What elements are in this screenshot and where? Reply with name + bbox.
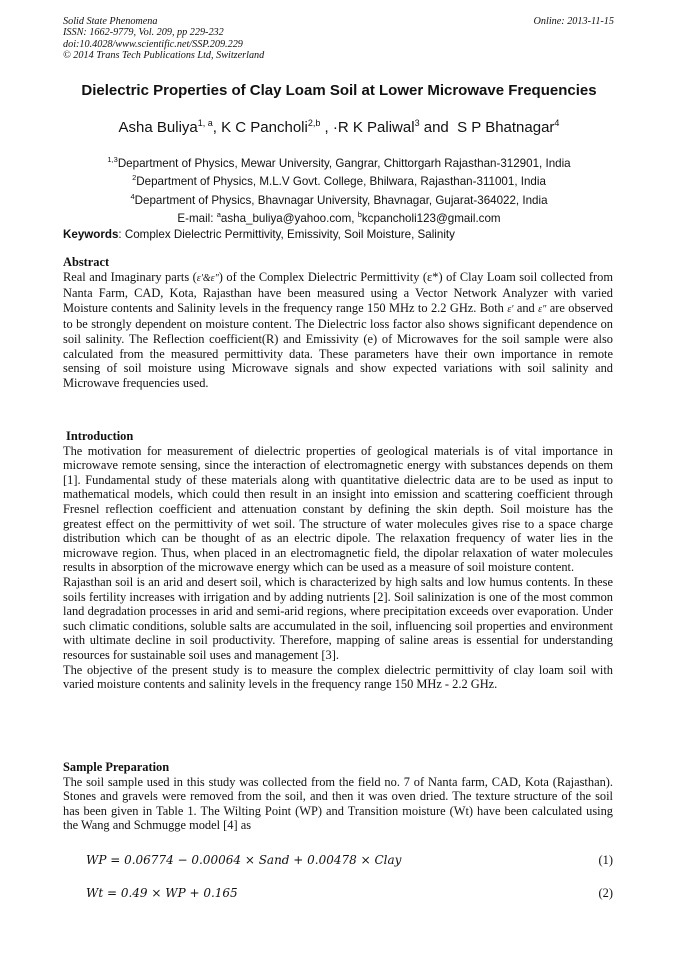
- sample-preparation-section: [63, 760, 613, 833]
- journal-copyright: © 2014 Trans Tech Publications Ltd, Switzerland: [63, 50, 265, 62]
- author-sup: 4: [554, 118, 560, 128]
- sample-preparation-heading: Sample Preparation: [63, 760, 170, 774]
- author-name: R K Paliwal: [337, 119, 415, 136]
- paragraph: The objective of the present study is to measure the complex dielectric permittivity of clay loam soil with varied moisture contents and salinity levels in the frequency range 150 MHz - 2.2 GHz.: [63, 662, 613, 692]
- affiliation-line: $^4$Department of Physics, Bhavnagar University, Bhavnagar, Gujarat-364022, India: [130, 191, 548, 207]
- journal-doi: doi:10.4028/www.scientific.net/SSP.209.229: [63, 38, 243, 50]
- equation: WP = 0.06774 − 0.00064 × Sand + 0.00478 × Clay: [86, 853, 402, 867]
- journal-info: [63, 16, 264, 62]
- author-sup: 1, a: [197, 118, 213, 128]
- journal-issn: ISSN: 1662-9779, Vol. 209, pp 229-232: [63, 27, 224, 39]
- affiliations: [40, 153, 638, 226]
- paper-title: Dielectric Properties of Clay Loam Soil at Lower Microwave Frequencies: [81, 82, 597, 99]
- abstract-heading: Abstract: [63, 255, 110, 269]
- abstract-text: Real and Imaginary parts (ε'&ε") of the Complex Dielectric Permittivity (ε*) of Clay Loam soil collected from Nanta Farm, CAD, Kota, Rajasthan have been measured using a Vector Network Analyzer with varied Moisture contents and Salinity levels in the frequency range 150 MHz to 2.2 GHz. Both ε' and ε" are observed to be strongly dependent on moisture content. The Dielectric loss factor also shows significant dependence on soil salinity. The Reflection coefficient(R) and Emissivity (e) of Microwaves for the soil sample were also calculated from the measured permittivity data. These parameters have their own importance in remote sensing of soil moisture using Microwave signals and show expected variations with soil salinity and Microwave frequencies used.: [63, 269, 613, 390]
- journal-name: Solid State Phenomena: [63, 16, 158, 27]
- email-line: E-mail: $^a$asha_buliya@yahoo.com, $^b$kcpancholi123@gmail.com: [177, 209, 501, 225]
- author-and: and: [423, 119, 449, 136]
- keywords: [63, 228, 455, 241]
- author-name: Asha Buliya: [118, 119, 198, 136]
- paragraph: The soil sample used in this study was collected from the field no. 7 of Nanta farm, CAD, Kota (Rajasthan). Stones and gravels were removed from the soil, and then it was oven dried. The texture structure of the soil has been given in Table 1. The Wilting Point (WP) and Transition moisture (Wt) have been calculated using the Wang and Schmugge model [4] as: [63, 774, 613, 833]
- abstract-section: [63, 255, 613, 390]
- author-list: Asha Buliya$^{1, a}$, K C Pancholi$^{2,b}$ , ·R K Paliwal$^3$ and S P Bhatnagar$^4$: [118, 118, 560, 136]
- introduction-section: [63, 429, 613, 692]
- online-date: Online: 2013-11-15: [533, 16, 614, 27]
- author-sup: 3: [414, 118, 420, 128]
- affiliation-line: $^2$Department of Physics, M.L.V Govt. College, Bhilwara, Rajasthan-311001, India: [132, 173, 546, 189]
- paragraph: The motivation for measurement of dielectric properties of geological materials is of vital importance in microwave remote sensing, since the interaction of electromagnetic energy with substances depends on them [1]. Fundamental study of these materials along with quantitative dielectric data are to be used as input to mathematical models, which could then result in an insight into emission and scattering coefficient through Fresnel reflection coefficient and attenuation constant by defining the skin depth. Soil moisture has the greatest effect on the permittivity of wet soil. The structure of water molecules gives rise to a space charge distribution which can be thought of as an electric dipole. The relaxation frequency of water lies in the microwave region. Thus, when placed in an electromagnetic field, the dipolar relaxation of water molecules results in absorption of the microwave energy which can be used as a measure of soil moisture content.: [63, 443, 613, 575]
- affiliation-line: $^{1,3}$Department of Physics, Mewar University, Gangrar, Chittorgarh Rajasthan-312901, India: [107, 155, 571, 170]
- paragraph: Rajasthan soil is an arid and desert soil, which is characterized by high salts and low humus contents. In these soils fertility increases with irrigation and by adding nutrients [2]. Soil salinization is one of the most common land degradation processes in arid and semi-arid regions, where precipitation exceeds over evaporation. Under such climatic conditions, soluble salts are accumulated in the soil, influencing soil properties and environment with ultimate decline in soil productivity. Therefore, mapping of saline areas is essential for understanding resources for sustainable soil uses and management [3].: [63, 574, 613, 662]
- author-name: S P Bhatnagar: [457, 119, 555, 136]
- author-name: K C Pancholi: [221, 119, 308, 136]
- equation-number: (1): [598, 853, 613, 867]
- equation-number: (2): [598, 886, 613, 900]
- email-link[interactable]: asha_buliya@yahoo.com,: [220, 211, 358, 225]
- keywords-text: : Complex Dielectric Permittivity, Emissivity, Soil Moisture, Salinity: [118, 228, 455, 241]
- email-link[interactable]: kcpancholi123@gmail.com: [361, 211, 501, 225]
- introduction-heading: Introduction: [66, 429, 134, 443]
- keywords-label: Keywords: [63, 228, 119, 241]
- equation: Wt = 0.49 × WP + 0.165: [86, 886, 238, 900]
- author-sup: 2,b: [307, 118, 321, 128]
